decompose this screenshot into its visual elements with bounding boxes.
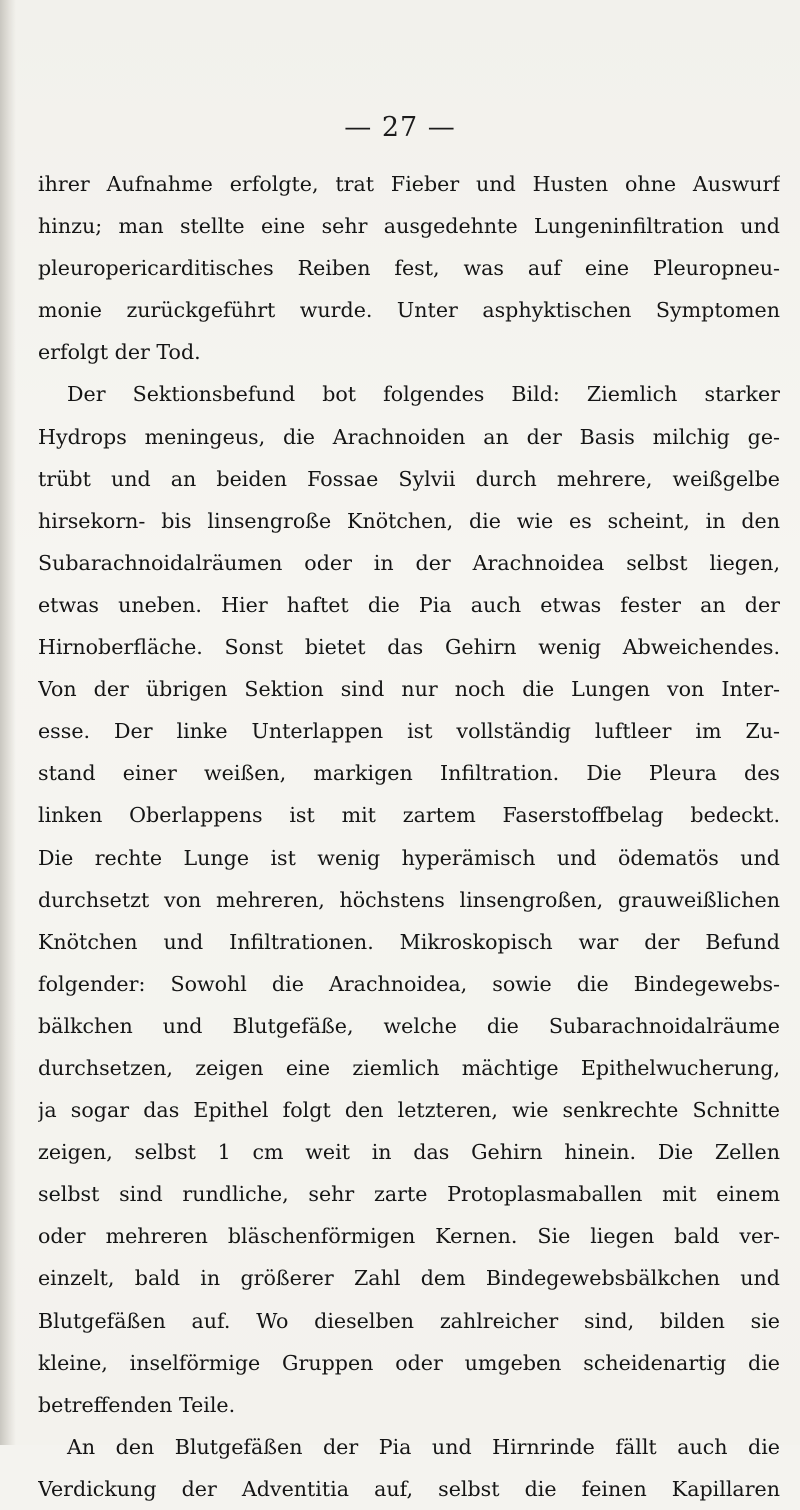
text-line: stand einer weißen, markigen Infiltration. Die Pleura des: [38, 761, 780, 786]
text-line: erfolgt der Tod.: [38, 340, 201, 365]
text-line: Subarachnoidalräumen oder in der Arachnoidea selbst liegen,: [38, 550, 780, 575]
text-line: ihrer Aufnahme erfolgte, trat Fieber und Husten ohne Auswurf: [38, 172, 780, 196]
text-line: durchsetzt von mehreren, höchstens linsengroßen, grauweißlichen: [38, 887, 780, 912]
text-line: Von der übrigen Sektion sind nur noch die Lungen von Inter-: [38, 677, 780, 702]
text-line: bälkchen und Blutgefäße, welche die Subarachnoidalräume: [38, 1013, 780, 1038]
text-line: esse. Der linke Unterlappen ist vollständig luftleer im Zu-: [38, 719, 780, 744]
text-line: An den Blutgefäßen der Pia und Hirnrinde fällt auch die: [67, 1434, 780, 1459]
body-text: [38, 163, 780, 1510]
text-line: Der Sektionsbefund bot folgendes Bild: Ziemlich starker: [67, 382, 780, 407]
text-line: kleine, inselförmige Gruppen oder umgeben scheidenartig die: [38, 1350, 780, 1375]
text-line: Hirnoberfläche. Sonst bietet das Gehirn wenig Abweichendes.: [38, 635, 780, 660]
text-line: Knötchen und Infiltrationen. Mikroskopisch war der Befund: [38, 929, 780, 954]
text-line: selbst sind rundliche, sehr zarte Protoplasmaballen mit einem: [38, 1182, 780, 1207]
page-gutter-shadow: [0, 0, 16, 1445]
text-line: hirsekorn- bis linsengroße Knötchen, die wie es scheint, in den: [38, 508, 780, 533]
text-line: folgender: Sowohl die Arachnoidea, sowie die Bindegewebs-: [38, 971, 780, 996]
text-line: Verdickung der Adventitia auf, selbst die feinen Kapillaren: [38, 1476, 780, 1501]
text-line: Hydrops meningeus, die Arachnoiden an der Basis milchig ge-: [38, 424, 780, 449]
text-line: zeigen, selbst 1 cm weit in das Gehirn hinein. Die Zellen: [38, 1140, 780, 1165]
text-line: pleuropericarditisches Reiben fest, was auf eine Pleuropneu-: [38, 256, 780, 281]
text-line: linken Oberlappens ist mit zartem Faserstoffbelag bedeckt.: [38, 803, 780, 828]
text-line: monie zurückgeführt wurde. Unter asphyktischen Symptomen: [38, 298, 780, 323]
page-number: — 27 —: [344, 112, 456, 143]
text-line: durchsetzen, zeigen eine ziemlich mächtige Epithelwucherung,: [38, 1055, 780, 1080]
text-line: Blutgefäßen auf. Wo dieselben zahlreicher sind, bilden sie: [38, 1308, 780, 1333]
text-line: einzelt, bald in größerer Zahl dem Bindegewebsbälkchen und: [38, 1266, 780, 1291]
text-line: betreffenden Teile.: [38, 1392, 236, 1417]
text-line: hinzu; man stellte eine sehr ausgedehnte Lungeninfiltration und: [38, 214, 780, 239]
text-line: oder mehreren bläschenförmigen Kernen. Sie liegen bald ver-: [38, 1224, 780, 1249]
text-line: Die rechte Lunge ist wenig hyperämisch und ödematös und: [38, 845, 780, 870]
text-line: trübt und an beiden Fossae Sylvii durch mehrere, weißgelbe: [38, 466, 780, 491]
text-line: etwas uneben. Hier haftet die Pia auch etwas fester an der: [38, 592, 780, 617]
text-line: ja sogar das Epithel folgt den letzteren, wie senkrechte Schnitte: [38, 1098, 780, 1123]
